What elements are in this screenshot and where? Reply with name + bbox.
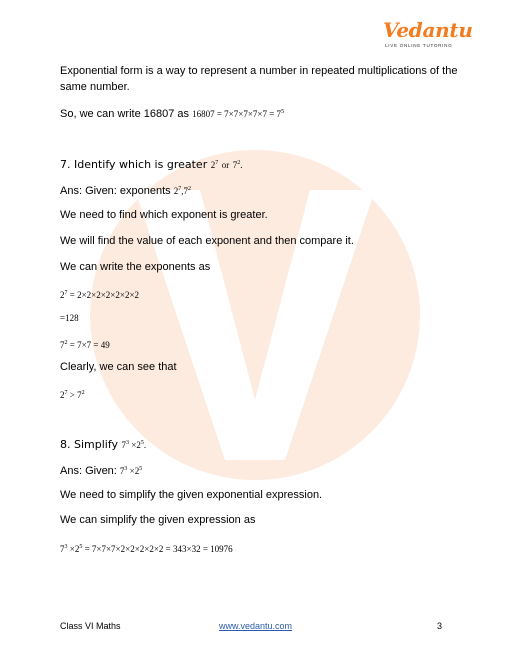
vedantu-logo <box>383 18 473 52</box>
footer-website-link[interactable]: www.vedantu.com <box>219 621 293 631</box>
will-find-line: We will find the value of each exponent and then compare it. <box>60 235 354 247</box>
eq1-exp: 7 <box>64 290 68 296</box>
ans8-exp1: 3 <box>124 466 128 472</box>
answer-7-given <box>60 183 191 198</box>
footer-page-number: 3 <box>437 621 443 631</box>
footer-class-label: Class VI Maths <box>60 621 121 631</box>
eq1-base: 2 <box>60 290 65 300</box>
logo-wordmark: Vedantu <box>383 18 473 42</box>
final-equation <box>60 541 233 556</box>
question-7-text: 7. Identify which is greater <box>60 158 208 171</box>
cmp-exp1: 7 <box>64 390 68 396</box>
equation-1 <box>60 287 139 302</box>
intro-line-2: same number. <box>60 81 130 93</box>
ans7-sep: ,7 <box>181 186 188 196</box>
comparison-line <box>60 387 85 402</box>
eq1-rest: = 2×2×2×2×2×2×2 <box>67 290 140 300</box>
q8-mid: ×2 <box>129 440 141 450</box>
eq3-base: 7 <box>60 340 65 350</box>
ans7-base1: 2 <box>173 186 179 196</box>
q8-exp1: 3 <box>126 440 130 446</box>
final-exp1: 3 <box>64 544 68 550</box>
q7-base1: 2 <box>210 160 216 170</box>
q8-base1: 7 <box>121 440 127 450</box>
eq3-exp: 2 <box>64 340 68 346</box>
ans8-base1: 7 <box>119 466 125 476</box>
cmp-mid: > 7 <box>67 390 82 400</box>
question-8-text: 8. Simplify <box>60 438 119 451</box>
ans7-exp2: 2 <box>188 186 191 192</box>
final-rest: = 7×7×7×2×2×2×2×2 = 343×32 = 10976 <box>82 544 233 554</box>
logo-tagline: LIVE ONLINE TUTORING <box>385 43 453 48</box>
question-7 <box>60 157 242 172</box>
need-greater-line: We need to find which exponent is greater. <box>60 209 268 221</box>
final-mid: ×2 <box>67 544 80 554</box>
ans7-exp1: 7 <box>178 186 182 192</box>
clearly-line: Clearly, we can see that <box>60 361 177 373</box>
question-8 <box>60 437 146 452</box>
example-math-exp: 5 <box>281 109 285 115</box>
example-text: So, we can write 16807 as <box>60 108 190 120</box>
q7-exp2: 2 <box>237 160 241 166</box>
answer-8-label: Ans: Given: <box>60 465 117 477</box>
answer-7-label: Ans: Given: exponents <box>60 185 171 197</box>
q8-exp2: 5 <box>140 440 144 446</box>
q8-end: . <box>143 440 147 450</box>
intro-line-1: Exponential form is a way to represent a number in repeated multiplications of the <box>60 65 458 77</box>
q7-or: or <box>221 160 230 170</box>
example-math: 16807 = 7×7×7×7×7 = 7 <box>192 109 282 119</box>
write-exponents-line: We can write the exponents as <box>60 261 211 273</box>
q7-exp1: 7 <box>215 160 219 166</box>
cmp-exp2: 2 <box>81 390 85 396</box>
answer-8-given <box>60 463 142 478</box>
need-simplify-line: We need to simplify the given exponential expression. <box>60 489 323 501</box>
cmp-base1: 2 <box>60 390 65 400</box>
example-line <box>60 106 284 121</box>
equation-2: =128 <box>60 313 79 323</box>
final-base1: 7 <box>60 544 65 554</box>
final-exp2: 5 <box>79 544 83 550</box>
can-simplify-line: We can simplify the given expression as <box>60 514 256 526</box>
q7-end: . <box>240 160 243 170</box>
ans8-exp2: 5 <box>139 466 143 472</box>
eq3-rest: = 7×7 = 49 <box>67 340 110 350</box>
ans8-mid: ×2 <box>127 466 140 476</box>
equation-3 <box>60 337 110 352</box>
vedantu-watermark <box>40 150 470 480</box>
q7-base2: 7 <box>232 160 238 170</box>
